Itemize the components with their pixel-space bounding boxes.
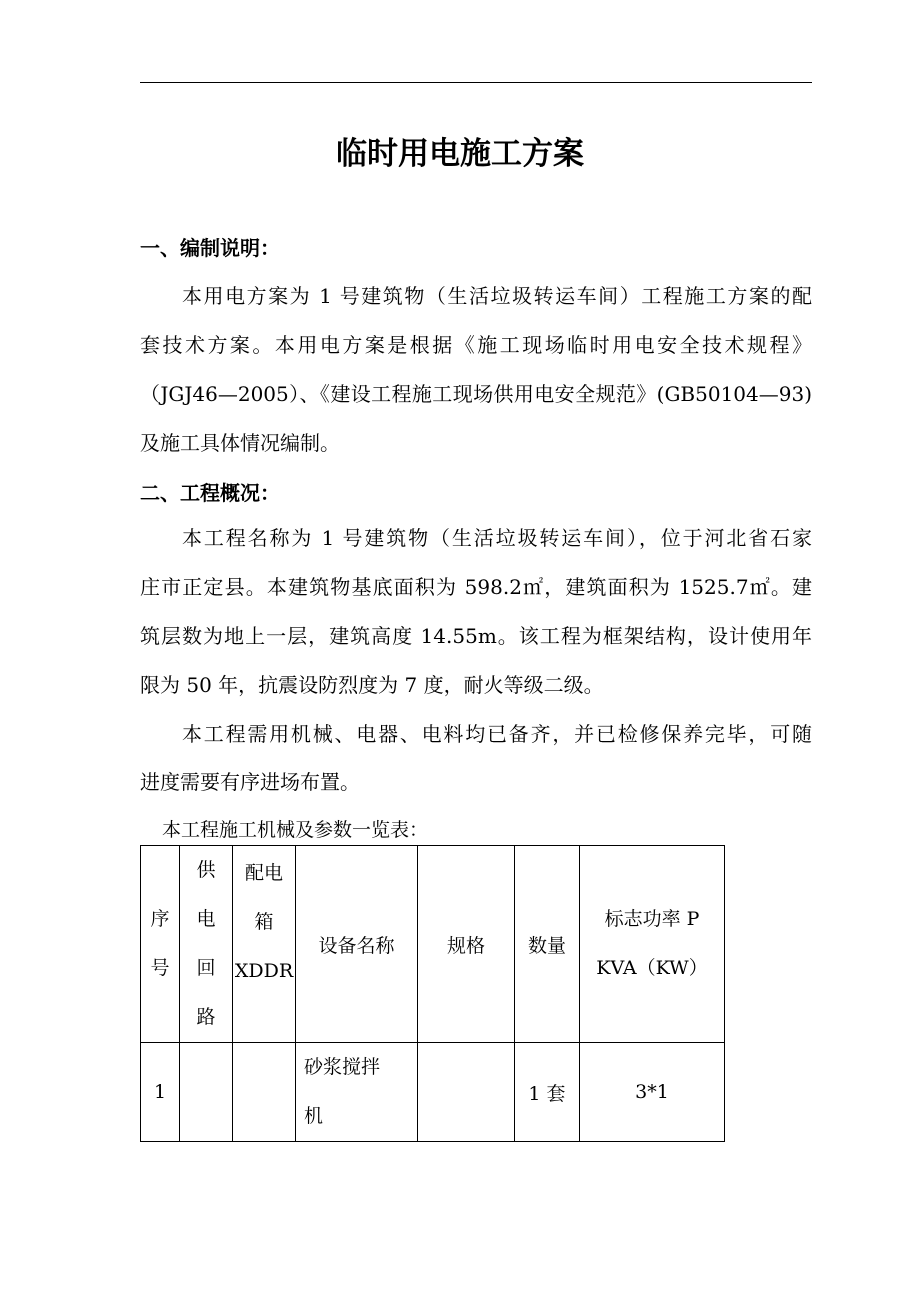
section-2-p2-line-1: 本工程需用机械、电器、电料均已备齐，并已检修保养完毕，可随 xyxy=(182,722,812,746)
section-2-p1-line-3: 筑层数为地上一层，建筑高度 14.55m。该工程为框架结构，设计使用年 xyxy=(140,624,812,648)
header-power: 标志功率 P KVA（KW） xyxy=(580,846,725,1043)
header-equipment-name: 设备名称 xyxy=(296,846,418,1043)
cell-equipment-name: 砂浆搅拌 机 xyxy=(296,1043,418,1142)
section-2-p1-line-2: 庄市正定县。本建筑物基底面积为 598.2㎡，建筑面积为 1525.7㎡。建 xyxy=(140,575,812,599)
equipment-table xyxy=(140,845,725,1142)
section-1-line-3: （JGJ46—2005）、《建设工程施工现场供用电安全规范》(GB50104—93) xyxy=(140,382,812,406)
document-title: 临时用电施工方案 xyxy=(336,136,584,172)
section-1-line-1: 本用电方案为 1 号建筑物（生活垃圾转运车间）工程施工方案的配 xyxy=(182,284,812,308)
section-1-line-2: 套技术方案。本用电方案是根据《施工现场临时用电安全技术规程》 xyxy=(140,333,812,357)
table-header-row xyxy=(141,846,725,1043)
cell-seq: 1 xyxy=(141,1043,180,1142)
section-2-p1-line-1: 本工程名称为 1 号建筑物（生活垃圾转运车间），位于河北省石家 xyxy=(182,526,812,550)
cell-spec xyxy=(418,1043,515,1142)
table-caption: 本工程施工机械及参数一览表： xyxy=(162,819,429,841)
header-quantity: 数量 xyxy=(515,846,580,1043)
header-seq: 序 号 xyxy=(141,846,180,1043)
cell-power: 3*1 xyxy=(580,1043,725,1142)
header-spec: 规格 xyxy=(418,846,515,1043)
section-2-heading: 二、工程概况： xyxy=(140,481,280,505)
cell-quantity: 1 套 xyxy=(515,1043,580,1142)
section-2-p1-line-4: 限为 50 年，抗震设防烈度为 7 度，耐火等级二级。 xyxy=(140,673,604,697)
table-row xyxy=(141,1043,725,1142)
header-rule xyxy=(140,82,812,83)
header-circuit: 供 电 回 路 xyxy=(180,846,233,1043)
header-distribution-box: 配电 箱 XDDR xyxy=(233,846,296,1043)
section-2-p2-line-2: 进度需要有序进场布置。 xyxy=(140,770,360,794)
section-1-line-4: 及施工具体情况编制。 xyxy=(140,431,340,455)
cell-circuit xyxy=(180,1043,233,1142)
cell-box xyxy=(233,1043,296,1142)
section-1-heading: 一、编制说明： xyxy=(140,236,280,260)
